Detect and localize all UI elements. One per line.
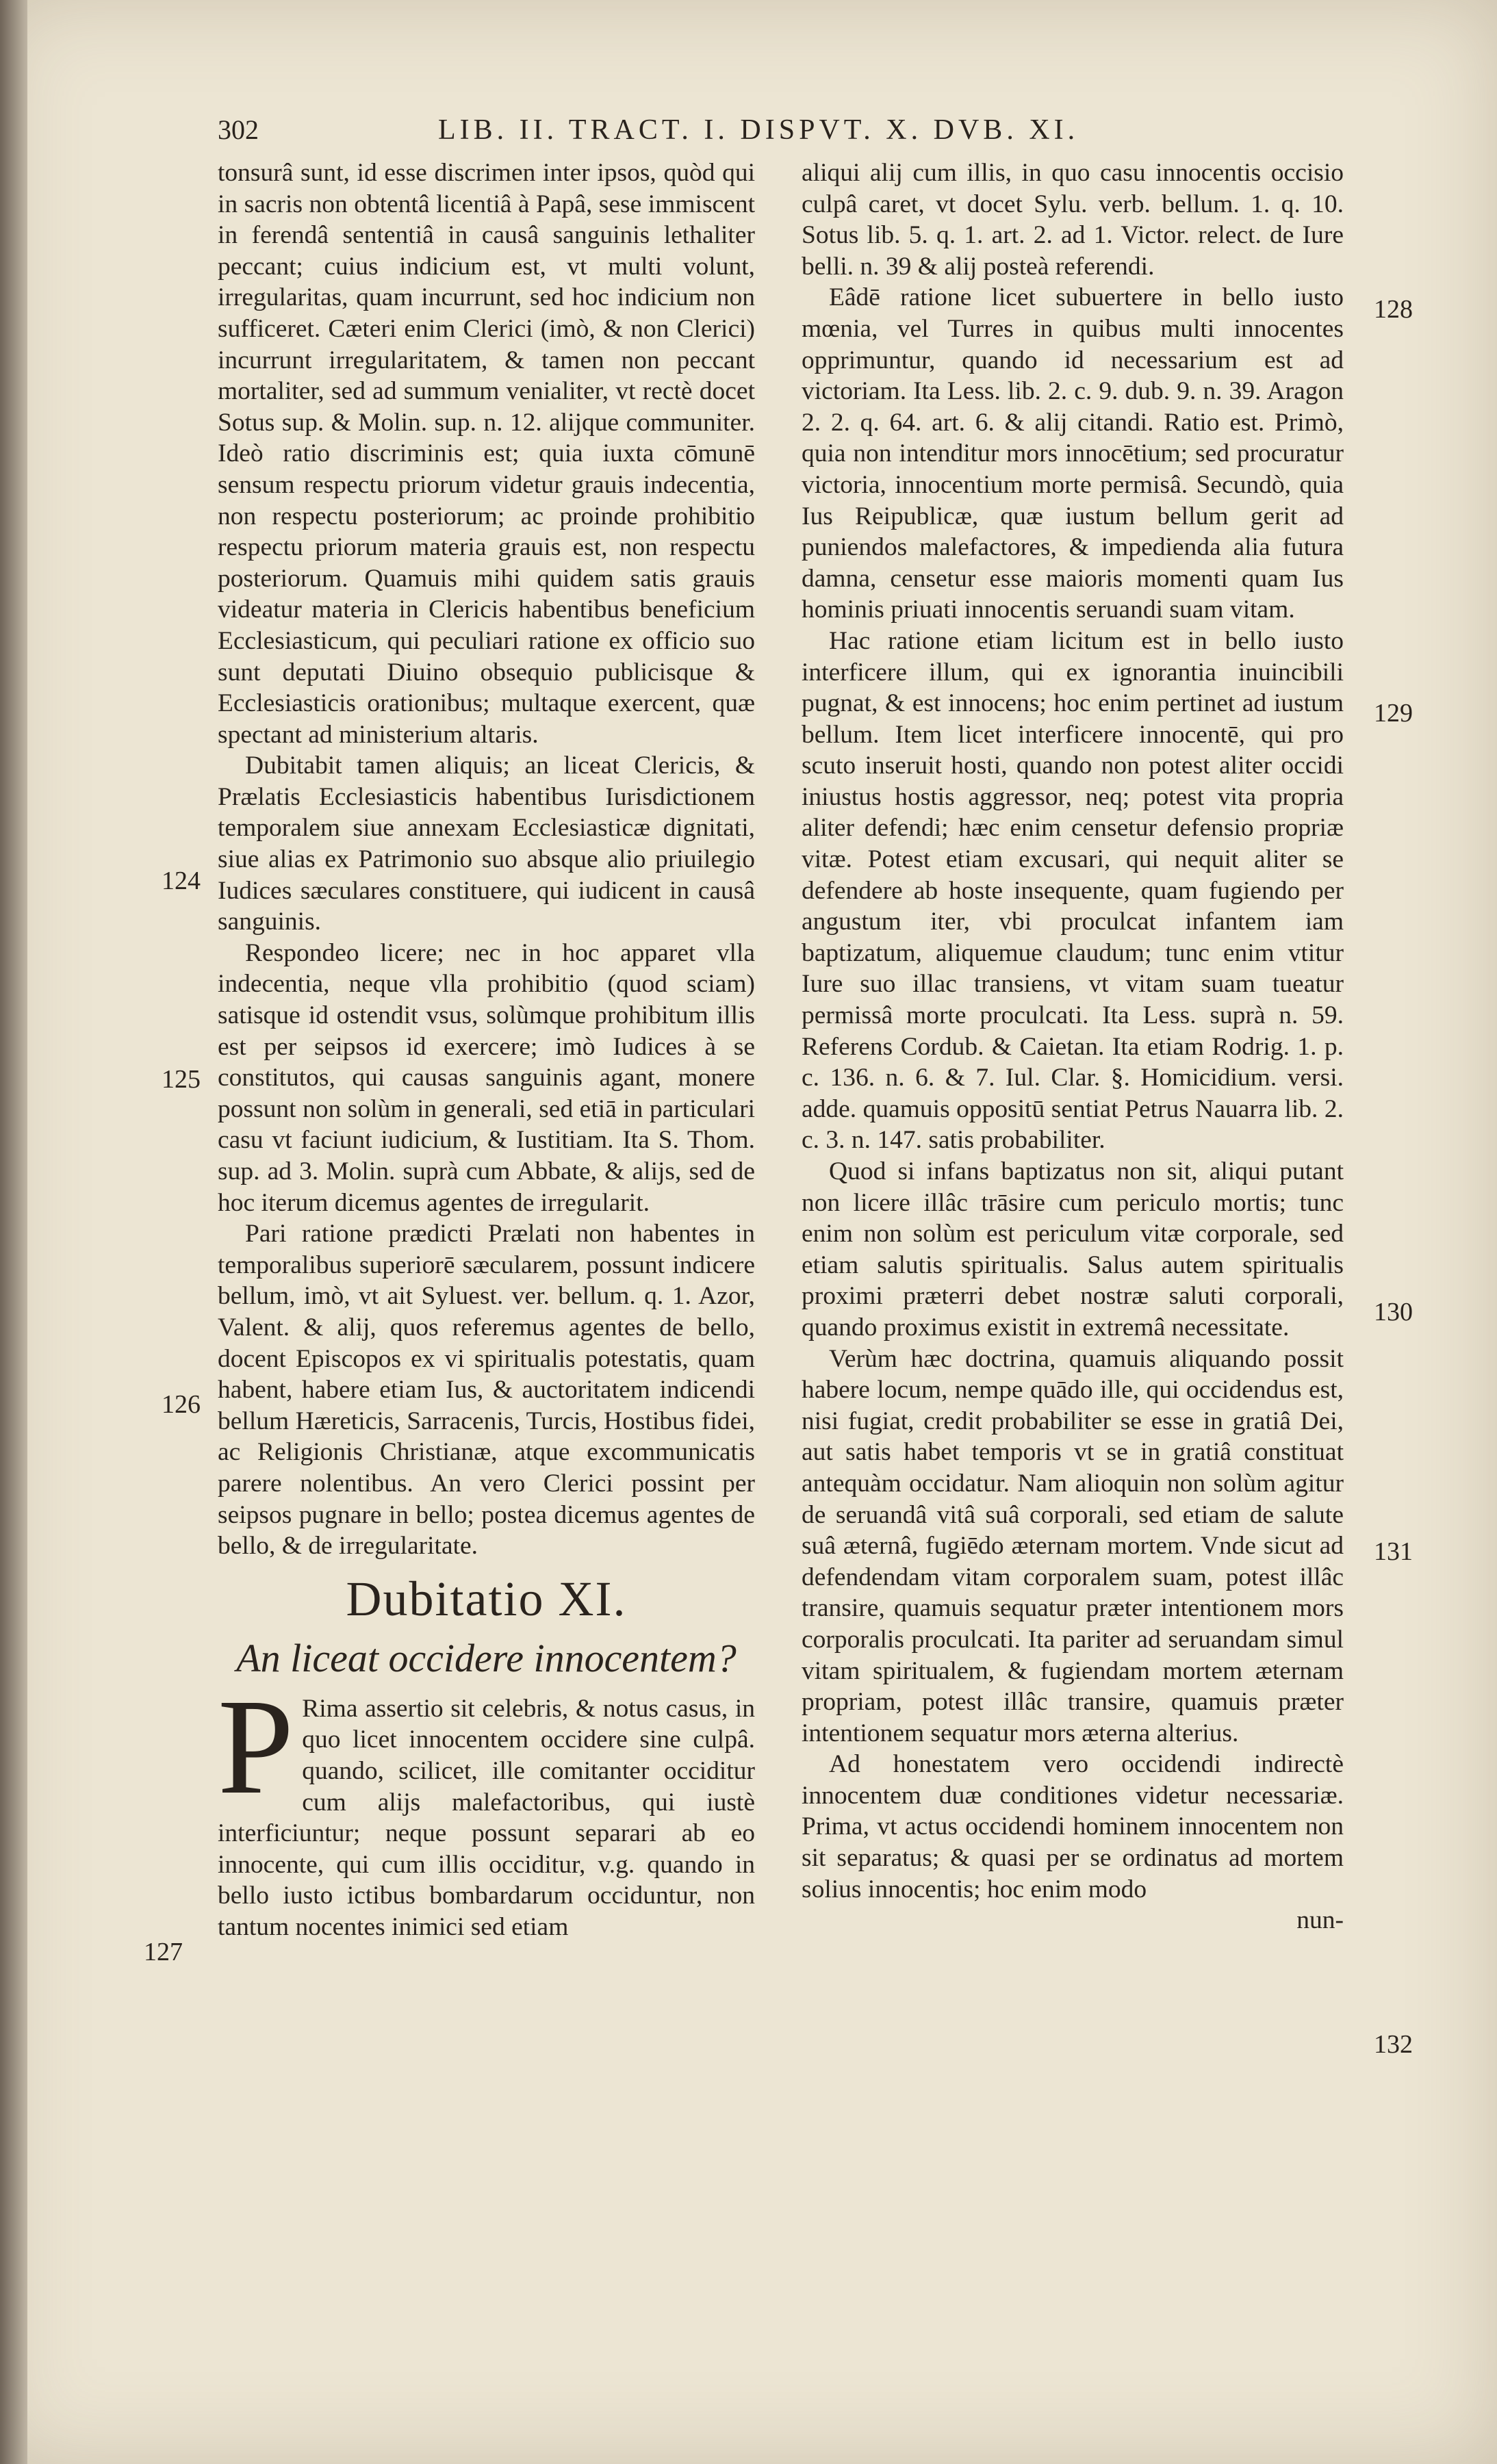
margin-number-124: 124 bbox=[162, 867, 201, 895]
paragraph-130: Quod si infans baptizatus non sit, aliqui putant non licere illâc trāsire cum periculo mortis; tunc enim non solùm est periculum vitæ corporale, sed etiam salutis spiritualis. Salus autem spiritualis proximi præterri debet nostræ saluti corporali, quando proximus existit in extremâ necessitate. bbox=[802, 1157, 1344, 1342]
paragraph-126: Pari ratione prædicti Prælati non habentes in temporalibus superiorē sæcularem, possunt indicere bellum, imò, vt ait Syluest. ver. bellum. q. 1. Azor, Valent. & alij, quos referemus agentes de bello, docent Episcopos ex vi spiritualis potestatis, quam habent, habere etiam Ius, & auctoritatem indicendi bellum Hæreticis, Sarracenis, Turcis, Hostibus fidei, ac Religionis Christianæ, atque excommunicatis parere nolentibus. An vero Clerici possint per seipsos pugnare in bello; postea dicemus agentes de bello, & de irregularitate. bbox=[218, 1220, 755, 1561]
drop-capital: P bbox=[218, 1671, 294, 1823]
paragraph: tonsurâ sunt, id esse discrimen inter ipsos, quòd qui in sacris non obtentâ licentiâ à Papâ, sese immiscent in ferendâ sententiâ in causâ sanguinis lethaliter peccant; cuius indicium est, vt multi volunt, irregularitas, quam incurrunt, sed hoc indicium non sufficeret. Cæteri enim Clerici (imò, & non Clerici) incurrunt irregularitatem, & tamen non peccant mortaliter, sed ad summum venialiter, vt rectè docet Sotus sup. & Molin. sup. n. 12. alijque communiter. Ideò ratio discriminis est; quia iuxta cōmunē sensum respectu priorum videtur grauis indecentia, non respectu posteriorum; ac proinde prohibitio respectu priorum materia grauis est, non respectu posteriorum. Quamuis mihi quidem satis grauis videatur materia in Clericis habentibus beneficium Ecclesiasticum, qui peculiari ratione ex officio suo sunt deputati Diuino obsequio publicisque & Ecclesiasticis orationibus; multaque exercent, quæ spectant ad ministerium altaris. bbox=[218, 159, 755, 749]
paragraph-127 bbox=[218, 1671, 755, 1943]
paragraph-124: Dubitabit tamen aliquis; an liceat Clericis, & Prælatis Ecclesiasticis habentibus Iurisdictionem temporalem siue annexam Ecclesiasticæ dignitati, siue alias ex Patrimonio suo absque alio priuilegio Iudices sæculares constituere, qui iudicent in causâ sanguinis. bbox=[218, 752, 755, 936]
paragraph: aliqui alij cum illis, in quo casu innocentis occisio culpâ caret, vt docet Sylu. verb. bellum. 1. q. 10. Sotus lib. 5. q. 1. art. 2. ad 1. Victor. relect. de Iure belli. n. 39 & alij posteà referendi. bbox=[802, 159, 1344, 281]
catchword: nun- bbox=[1296, 1906, 1344, 1935]
left-column bbox=[218, 157, 755, 1942]
paragraph-131: Verùm hæc doctrina, quamuis aliquando possit habere locum, nempe quādo ille, qui occidendus est, nisi fugiat, credit probabiliter se esse in gratiâ Dei, aut satis habet temporis vt se in gratiâ constituat antequàm occidatur. Nam alioquin non solùm agitur de seruandâ vitâ suâ corporali, sed etiam de salute suâ æternâ, fugiēdo æternam mortem. Vnde sicut ad defendendam vitam corporalem suam, potest illâc transire, quamuis sequatur præter intentionem mors corporalis proculcati. Ita pariter ad seruandam simul vitam spiritualem, & fugiendam mortem æternam propriam, potest illâc transire, quamuis præter intentionem sequatur mors æterna alterius. bbox=[802, 1344, 1344, 1747]
paragraph-125: Respondeo licere; nec in hoc apparet vlla indecentia, neque vlla prohibitio (quod sciam) satisque id ostendit vsus, solùmque prohibitum illis est per seipsos id exercere; imò Iudices à se constitutos, qui causas sanguinis agant, monere possunt non solùm in generali, sed etiā in particulari casu vt faciunt iudicium, & Iustitiam. Ita S. Thom. sup. ad 3. Molin. suprà cum Abbate, & alijs, sed de hoc iterum dicemus agentes de irregularit. bbox=[218, 938, 755, 1217]
right-column bbox=[802, 157, 1344, 1936]
running-title: LIB. II. TRACT. I. DISPVT. X. DVB. XI. bbox=[438, 114, 1079, 146]
binding-gutter bbox=[0, 0, 27, 2464]
folio-number: 302 bbox=[218, 114, 259, 145]
margin-number-128: 128 bbox=[1374, 295, 1413, 324]
margin-number-126: 126 bbox=[162, 1390, 201, 1419]
page-header bbox=[0, 111, 1497, 152]
margin-number-131: 131 bbox=[1374, 1537, 1413, 1566]
paragraph-129: Hac ratione etiam licitum est in bello iusto interficere illum, qui ex ignorantia inuincibili pugnat, & est innocens; hoc enim pertinet ad iustum bellum. Item licet interficere innocentē, qui pro scuto inseruit hosti, quando non potest aliter occidi iniustus hostis aggressor, neq; potest vita propria aliter defendi; hæc enim censetur defensio propriæ vitæ. Potest etiam excusari, qui nequit aliter se defendere ab hoste insequente, quam fugiendo per angustum iter, vbi proculcat infantem iam baptizatum, aliquemue claudum; tunc enim vtitur Iure suo illac transiens, vt vitam suam tueatur permissâ morte proculcati. Ita Less. suprà n. 59. Referens Cordub. & Caietan. Ita etiam Rodrig. 1. p. c. 136. n. 6. & 7. Iul. Clar. §. Homicidium. versi. adde. quamuis oppositū sentiat Petrus Nauarra lib. 2. c. 3. n. 147. satis probabiliter. bbox=[802, 626, 1344, 1155]
paragraph-127-text: Rima assertio sit celebris, & notus casus, in quo licet innocentem occidere sine culpâ. quando, scilicet, ille comitanter occiditur cum alijs malefactoribus, qui iustè interficiuntur; neque possunt separari ab eo innocente, qui cum illis occiditur, v.g. quando in bello iusto ictibus bombardarum occiduntur, non tantum nocentes inimici sed etiam bbox=[218, 1694, 755, 1941]
paragraph-132: Ad honestatem vero occidendi indirectè innocentem duæ conditiones videtur necessariæ. Prima, vt actus occidendi hominem innocentem non sit separatus; & quasi per se ordinatus ad mortem solius innocentis; hoc enim modo bbox=[802, 1750, 1344, 1903]
section-question: An liceat occidere innocentem? bbox=[236, 1635, 737, 1680]
margin-number-127: 127 bbox=[144, 1938, 183, 1966]
margin-number-129: 129 bbox=[1374, 699, 1413, 728]
margin-number-125: 125 bbox=[162, 1065, 201, 1094]
section-heading: Dubitatio XI. bbox=[346, 1571, 627, 1626]
margin-number-132: 132 bbox=[1374, 2030, 1413, 2059]
paragraph-128: Eâdē ratione licet subuertere in bello iusto mœnia, vel Turres in quibus multi innocentes opprimuntur, quando id necessarium est ad victoriam. Ita Less. lib. 2. c. 9. dub. 9. n. 39. Aragon 2. 2. q. 64. art. 6. & alij citandi. Ratio est. Primò, quia non intenditur mors innocētium; sed procuratur victoria, innocentium morte permisâ. Secundò, quia Ius Reipublicæ, quæ iustum bellum gerit ad puniendos malefactores, & impedienda alia futura damna, censetur esse maioris momenti quam Ius hominis priuati innocentis seruandi suam vitam. bbox=[802, 283, 1344, 624]
margin-number-130: 130 bbox=[1374, 1298, 1413, 1326]
